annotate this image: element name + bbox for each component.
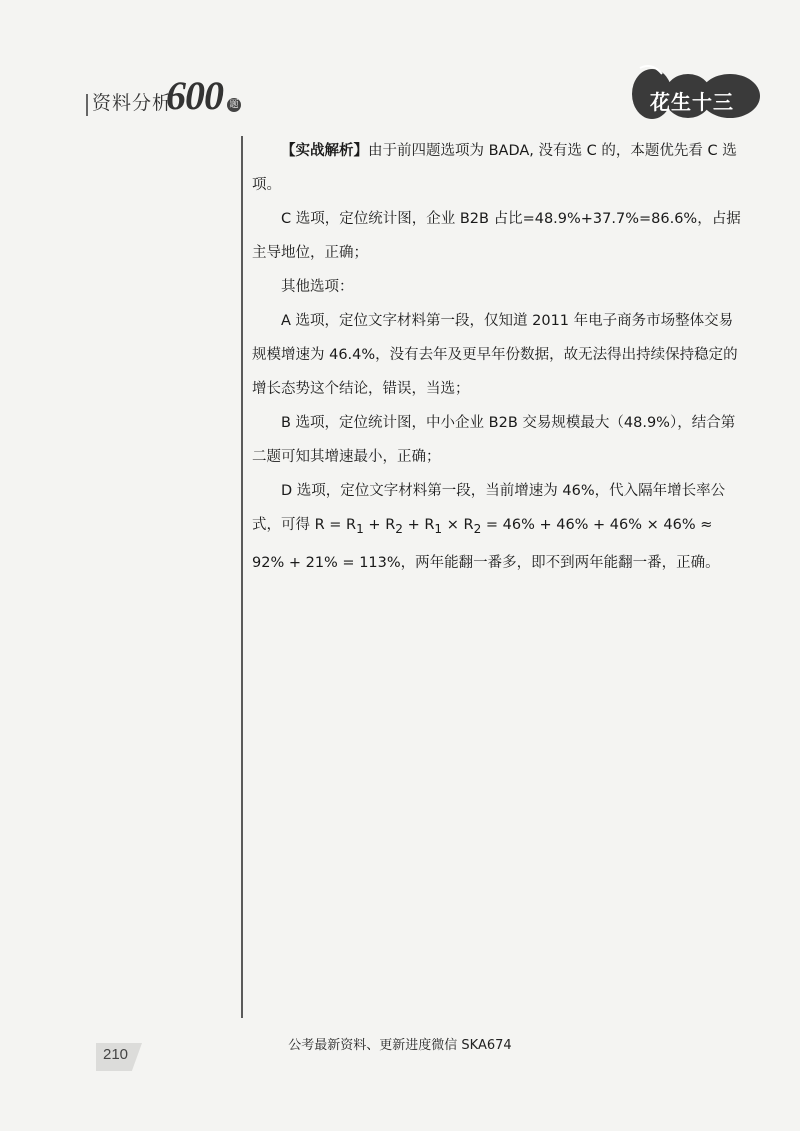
option-d-text-5: = 46% + 46% + 46% × 46% ≈ 92% + 21% = 113%，两年能翻一番多，即不到两年能翻一番，正确。 — [252, 517, 720, 571]
option-d-text-3: + R — [402, 517, 435, 533]
book-title-suffix: 题 — [227, 98, 241, 112]
intro-label: 【实战解析】 — [281, 143, 368, 159]
option-d-text-2: + R — [363, 517, 396, 533]
option-d-paragraph — [252, 474, 744, 580]
option-c-paragraph: C 选项，定位统计图，企业 B2B 占比=48.9%+37.7%=86.6%，占据主导地位，正确； — [252, 211, 741, 261]
option-d-text-4: × R — [442, 517, 474, 533]
option-d-sub-1: 1 — [356, 521, 364, 536]
intro-text: 由于前四题选项为 BADA, 没有选 C 的，本题优先看 C 选项。 — [252, 143, 737, 193]
option-d-sub-3: 1 — [434, 521, 443, 536]
solution-content — [252, 134, 744, 580]
footer-note: 公考最新资料、更新进度微信 SKA674 — [288, 1038, 512, 1053]
margin-line — [241, 136, 243, 1018]
option-a-paragraph: A 选项，定位文字材料第一段，仅知道 2011 年电子商务市场整体交易规模增速为 46.4%，没有去年及更早年份数据，故无法得出持续保持稳定的增长态势这个结论，错误，当选； — [252, 313, 738, 397]
option-b-paragraph: B 选项，定位统计图，中小企业 B2B 交易规模最大（48.9%），结合第二题可知其增速最小，正确； — [252, 415, 736, 465]
header-rule-mark — [86, 94, 88, 116]
book-count: 600 — [166, 73, 223, 118]
others-heading: 其他选项： — [281, 279, 354, 295]
intro-paragraph — [252, 134, 744, 202]
book-title: 资料分析 — [92, 92, 173, 114]
page-number: 210 — [103, 1046, 129, 1063]
option-d-sub-2: 2 — [395, 521, 403, 536]
option-d-sub-4: 2 — [473, 521, 482, 536]
brand-name: 花生十三 — [650, 90, 734, 114]
option-d-text-1: D 选项，定位文字材料第一段，当前增速为 46%，代入隔年增长率公式，可得 R = R — [252, 483, 726, 533]
